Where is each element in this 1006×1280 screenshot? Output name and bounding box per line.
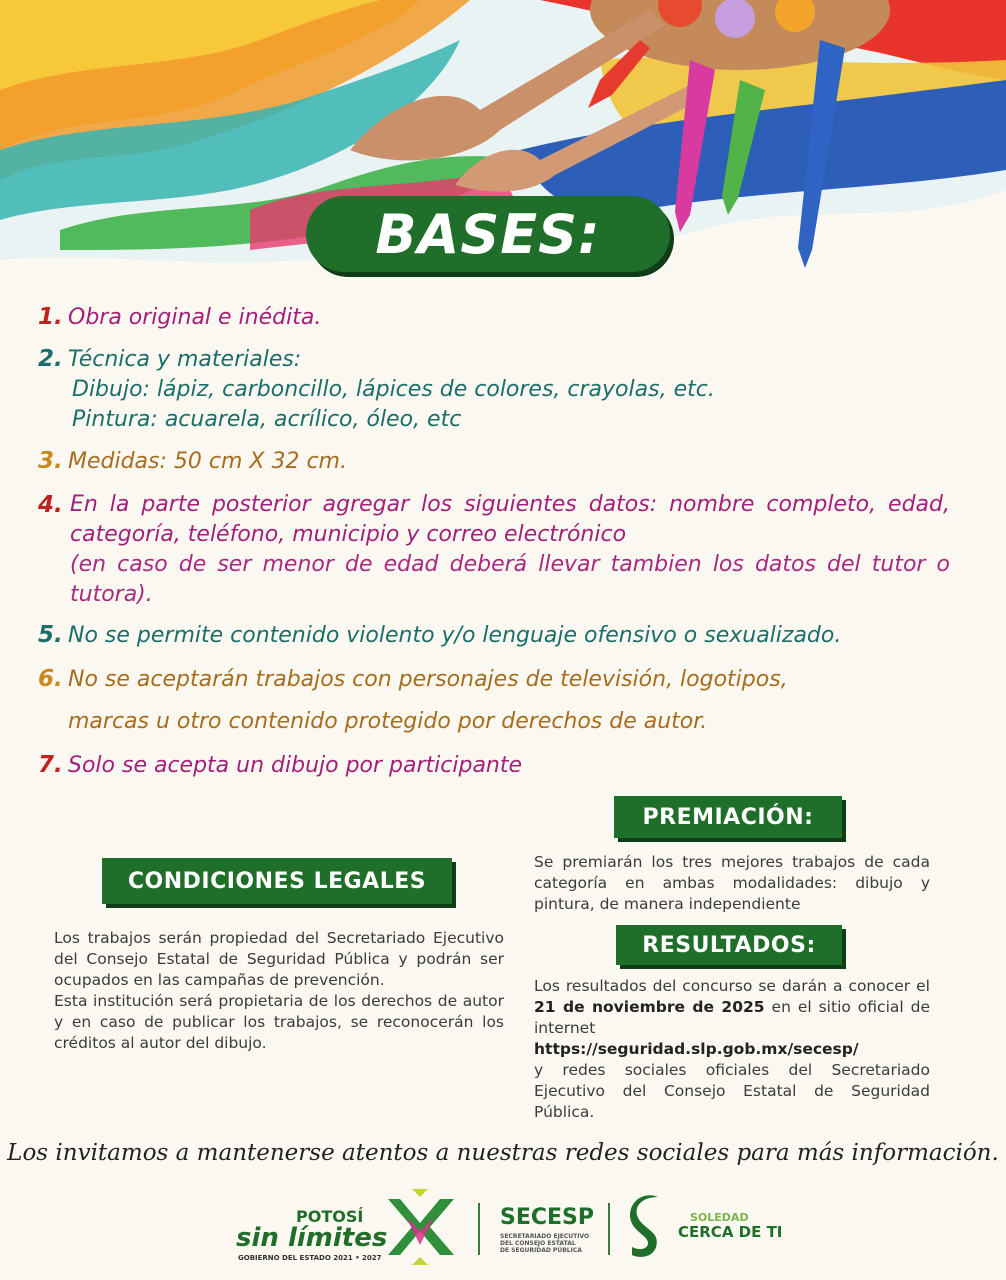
- rule-4-text: En la parte posterior agregar los siguientes datos: nombre completo, edad, categoría, teléfono, municipio y correo electrónico: [70, 492, 950, 547]
- condiciones-tag: CONDICIONES LEGALES: [102, 858, 452, 904]
- logo-divider: [478, 1203, 480, 1255]
- rule-7: 7. Solo se acepta un dibujo por participante: [38, 752, 523, 778]
- rule-1: 1. Obra original e inédita.: [38, 304, 322, 330]
- rule-6: 6. No se aceptarán trabajos con personajes de televisión, logotipos, marcas u otro contenido protegido por derechos de autor.: [38, 664, 788, 737]
- rule-3: 3. Medidas: 50 cm X 32 cm.: [38, 448, 347, 474]
- results-date: 21 de noviembre de 2025: [534, 998, 765, 1016]
- resultados-text: Los resultados del concurso se darán a conocer el 21 de noviembre de 2025 en el sitio oficial de internet https://seguridad.slp.gob.mx/secesp/ y redes sociales oficiales del Secretariado Ejecutivo del Consejo Estatal de Seguridad Pública.: [534, 977, 930, 1121]
- condiciones-p2: Esta institución será propietaria de los derechos de autor y en caso de publicar los trabajos, se reconocerán los créditos al autor del dibujo.: [54, 992, 504, 1052]
- rule-2: 2. Técnica y materiales: Dibujo: lápiz, carboncillo, lápices de colores, crayolas, etc. Pintura: acuarela, acrílico, óleo, etc: [38, 344, 715, 435]
- logo-soledad-top: SOLEDAD: [690, 1211, 749, 1224]
- logo-potosi-main: sin límites: [236, 1223, 388, 1253]
- rule-4-note: (en caso de ser menor de edad deberá llevar tambien los datos del tutor o tutora).: [70, 552, 950, 607]
- logo-secesp-sub: SECRETARIADO EJECUTIVO DEL CONSEJO ESTATAL DE SEGURIDAD PÚBLICA: [500, 1233, 590, 1254]
- logo-secesp-main: SECESP: [500, 1205, 595, 1230]
- soledad-s-logo-icon: [626, 1193, 666, 1263]
- premiacion-tag: PREMIACIÓN:: [614, 796, 842, 838]
- bases-title-badge: [306, 196, 670, 272]
- potosi-x-logo-icon: [382, 1187, 460, 1267]
- rule-2-line-2: Pintura: acuarela, acrílico, óleo, etc: [72, 407, 462, 432]
- resultados-tag: RESULTADOS:: [616, 925, 842, 965]
- logo-potosi-top: POTOSÍ: [296, 1207, 364, 1226]
- rule-5: 5. No se permite contenido violento y/o lenguaje ofensivo o sexualizado.: [38, 622, 842, 648]
- results-url-link[interactable]: https://seguridad.slp.gob.mx/secesp/: [534, 1040, 859, 1058]
- rule-6-line-2: marcas u otro contenido protegido por derechos de autor.: [68, 709, 708, 734]
- condiciones-p1: Los trabajos serán propiedad del Secretariado Ejecutivo del Consejo Estatal de Seguridad Pública y podrán ser ocupados en las campañas de prevención.: [54, 929, 504, 989]
- condiciones-text: [54, 928, 504, 1054]
- rule-4: 4. En la parte posterior agregar los siguientes datos: nombre completo, edad, categoría, teléfono, municipio y correo electrónico (en caso de ser menor de edad deberá llevar tambien los datos del tutor o tutora).: [38, 490, 958, 610]
- footer-invite: Los invitamos a mantenerse atentos a nuestras redes sociales para más información.: [7, 1140, 999, 1166]
- logo-divider-2: [608, 1203, 610, 1255]
- premiacion-text: Se premiarán los tres mejores trabajos de cada categoría en ambas modalidades: dibujo y pintura, de manera independiente: [534, 853, 930, 913]
- logos-bar: [0, 1185, 1006, 1275]
- rule-2-line-1: Dibujo: lápiz, carboncillo, lápices de colores, crayolas, etc.: [72, 377, 715, 402]
- logo-potosi-sub: GOBIERNO DEL ESTADO 2021 • 2027: [238, 1254, 382, 1262]
- bases-title: BASES:: [375, 202, 601, 266]
- logo-soledad-main: CERCA DE TI: [678, 1223, 783, 1241]
